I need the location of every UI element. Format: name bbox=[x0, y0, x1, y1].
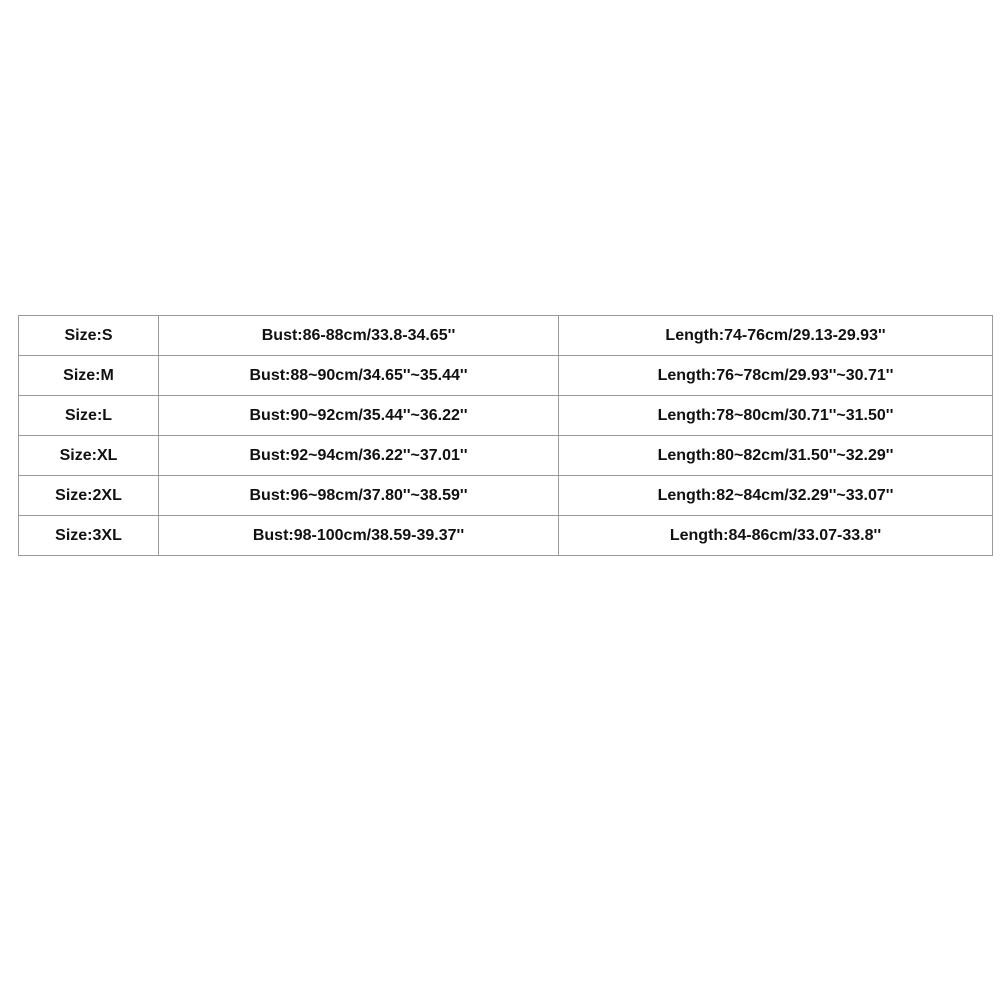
length-cell: Length:80~82cm/31.50''~32.29'' bbox=[559, 436, 993, 476]
bust-cell: Bust:90~92cm/35.44''~36.22'' bbox=[159, 396, 559, 436]
length-cell: Length:76~78cm/29.93''~30.71'' bbox=[559, 356, 993, 396]
size-cell: Size:3XL bbox=[19, 516, 159, 556]
bust-cell: Bust:86-88cm/33.8-34.65'' bbox=[159, 316, 559, 356]
table-row bbox=[19, 436, 993, 476]
size-cell: Size:S bbox=[19, 316, 159, 356]
table-row bbox=[19, 356, 993, 396]
size-chart-table bbox=[18, 315, 993, 556]
length-cell: Length:78~80cm/30.71''~31.50'' bbox=[559, 396, 993, 436]
length-cell: Length:84-86cm/33.07-33.8'' bbox=[559, 516, 993, 556]
length-cell: Length:74-76cm/29.13-29.93'' bbox=[559, 316, 993, 356]
table-row bbox=[19, 476, 993, 516]
size-cell: Size:2XL bbox=[19, 476, 159, 516]
size-cell: Size:XL bbox=[19, 436, 159, 476]
table-row bbox=[19, 516, 993, 556]
bust-cell: Bust:88~90cm/34.65''~35.44'' bbox=[159, 356, 559, 396]
length-cell: Length:82~84cm/32.29''~33.07'' bbox=[559, 476, 993, 516]
table-row bbox=[19, 396, 993, 436]
bust-cell: Bust:92~94cm/36.22''~37.01'' bbox=[159, 436, 559, 476]
size-cell: Size:M bbox=[19, 356, 159, 396]
table-row bbox=[19, 316, 993, 356]
size-cell: Size:L bbox=[19, 396, 159, 436]
bust-cell: Bust:96~98cm/37.80''~38.59'' bbox=[159, 476, 559, 516]
bust-cell: Bust:98-100cm/38.59-39.37'' bbox=[159, 516, 559, 556]
